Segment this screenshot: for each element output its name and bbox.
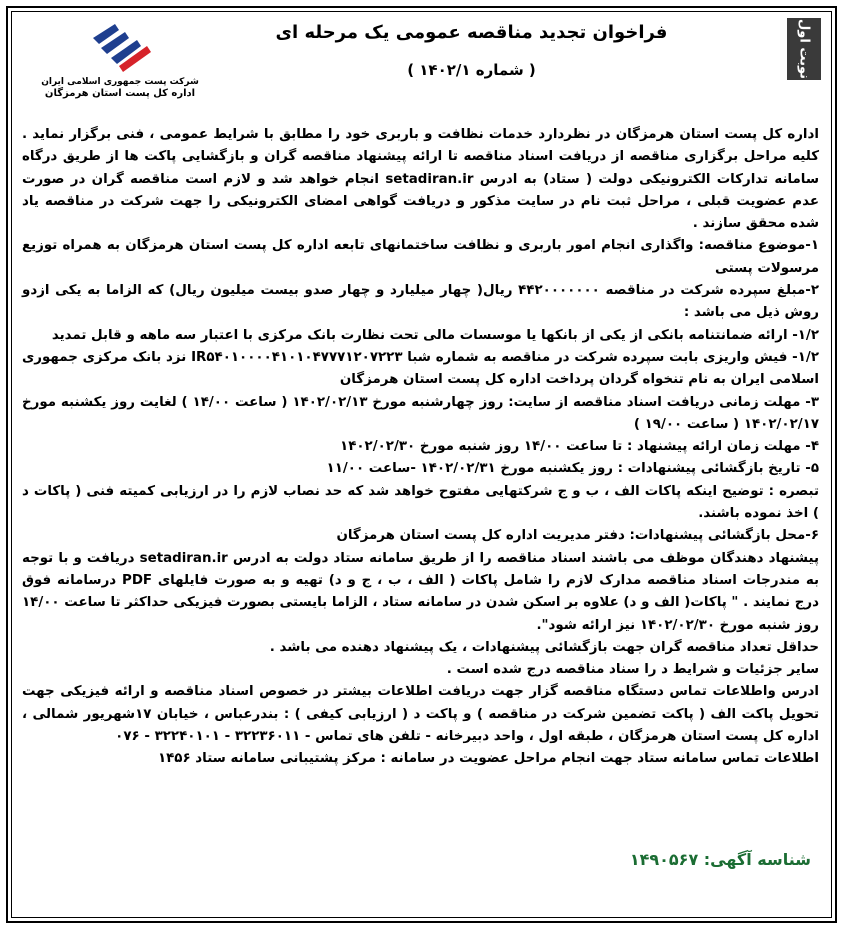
paragraph-subject: ۱-موضوع مناقصه: واگذاری انجام امور باربری و نظافت ساختمانهای تابعه اداره کل پست استان هرمزگان به همراه توزیع مرسولات پستی (22, 238, 819, 276)
paragraph-opening-place: ۶-محل بازگشائی پیشنهادات: دفتر مدیریت اداره کل پست استان هرمزگان (336, 528, 819, 544)
round-badge: نوبت اول (787, 18, 821, 80)
notice-number: ( شماره ۱۴۰۲/۱ ) (407, 61, 536, 79)
iran-post-logo-icon (85, 18, 155, 76)
paragraph-intro: اداره کل پست استان هرمزگان در نظردارد خدمات نظافت و باربری خود را مطابق با شرایط عمومی ، فنی برگزار نماید . کلیه مراحل برگزاری مناقصه از دریافت اسناد مناقصه تا ارائه پیشنهاد مناقصه گران و بازگشایی پاکت ها از طریق درگاه سامانه تدارکات الکترونیکی دولت ( ستاد) به ادرس setadiran.ir انجام خواهد شد و لازم است مناقصه گران در صورت عدم عضویت قبلی ، مراحل ثبت نام در سایت مذکور و دریافت گواهی امضای الکترونیکی را جهت شرکت در مناقصه یاد شده محقق سازند . (22, 127, 819, 232)
paragraph-guarantee: ۱/۲- ارائه ضمانتنامه بانکی از یکی از بانکها یا موسسات مالی تحت نظارت بانک مرکزی با اعتبار سه ماهه و قابل تمدید (51, 327, 819, 343)
paragraph-min-bidders: حداقل تعداد مناقصه گران جهت بازگشائی پیشنهادات ، یک پیشنهاد دهنده می باشد . (269, 639, 819, 655)
paragraph-deposit: ۲-مبلغ سپرده شرکت در مناقصه ۴۴۲۰۰۰۰۰۰۰ ریال( چهار میلیارد و چهار صدو بیست میلیون ریال) که الزاما به یکی ازدو روش ذیل می باشد : (22, 283, 820, 321)
paragraph-opening-date: ۵- تاریخ بازگشائی پیشنهادات : روز یکشنبه مورخ ۱۴۰۲/۰۲/۳۱ -ساعت ۱۱/۰۰ (326, 461, 819, 477)
notice-title: فراخوان تجدید مناقصه عمومی یک مرحله ای (275, 22, 668, 43)
paragraph-setad-contact: اطلاعات تماس سامانه ستاد جهت انجام مراحل عضویت در سامانه : مرکز پشتیبانی سامانه ستاد ۱۴۵۶ (157, 751, 819, 767)
title-block (198, 22, 745, 79)
ad-code: شناسه آگهی: ۱۴۹۰۵۶۷ (629, 850, 811, 869)
paragraph-bidders: پیشنهاد دهندگان موظف می باشند اسناد مناقصه را از طریق سامانه ستاد دولت به ادرس setadiran.ir دریافت و با توجه به مندرجات اسناد مناقصه مدارک لازم را شامل پاکات ( الف ، ب ، ج و د) تهیه و به صورت فایلهای PDF درسامانه فوق درج نمایند . " پاکات( الف و د) علاوه بر اسکن شدن در سامانه ستاد ، الزاما بایستی بصورت فیزیکی حداکثر تا ساعت ۱۴/۰۰ روز شنبه مورخ ۱۴۰۲/۰۲/۳۰ نیز ارائه شود". (22, 550, 820, 633)
paragraph-deposit-slip: ۱/۲- فیش واریزی بابت سپرده شرکت در مناقصه به شماره شبا IR۵۴۰۱۰۰۰۰۴۱۰۱۰۴۷۷۷۱۲۰۷۲۲۳ نزد بانک مرکزی جمهوری اسلامی ایران به نام تنخواه گردان پرداخت اداره کل پست استان هرمزگان (22, 349, 819, 388)
notice-body (22, 124, 819, 771)
paragraph-contact: ادرس واطلاعات تماس دستگاه مناقصه گزار جهت دریافت اطلاعات بیشتر در خصوص اسناد مناقصه و ارائه فیزیکی جهت تحویل پاکت الف ( پاکت تضمین شرکت در مناقصه ) و پاکت د ( ارزیابی کیفی ) : بندرعباس ، خیابان ۱۷شهریور شمالی ، اداره کل پست استان هرمزگان ، طبقه اول ، واحد دبیرخانه - تلفن های تماس - ۳۲۲۳۶۰۱۱ - ۳۲۲۴۰۱۰۱ - ۰۷۶ (22, 684, 819, 745)
paragraph-doc-deadline: ۳- مهلت زمانی دریافت اسناد مناقصه از سایت: روز چهارشنبه مورخ ۱۴۰۲/۰۲/۱۳ ( ساعت ۱۴/۰۰ ) لغایت روز یکشنبه مورخ ۱۴۰۲/۰۲/۱۷ ( ساعت ۱۹/۰۰ ) (22, 394, 819, 432)
company-name: شرکت پست جمهوری اسلامی ایران (41, 77, 199, 87)
paragraph-details: سایر جزئیات و شرایط د را سناد مناقصه درج شده است . (446, 662, 819, 678)
paragraph-submit-deadline: ۴- مهلت زمان ارائه پیشنهاد : تا ساعت ۱۴/۰۰ روز شنبه مورخ ۱۴۰۲/۰۲/۳۰ (340, 439, 819, 455)
logo-block (30, 18, 210, 114)
paragraph-note: تبصره : توضیح اینکه پاکات الف ، ب و ج شرکتهایی مفتوح خواهد شد که حد نصاب لازم را در ارزیابی کمیته فنی ( پاکات د ) اخذ نموده باشند. (22, 483, 819, 522)
notice-frame (6, 6, 837, 923)
org-name: اداره کل پست استان هرمزگان (44, 88, 196, 99)
